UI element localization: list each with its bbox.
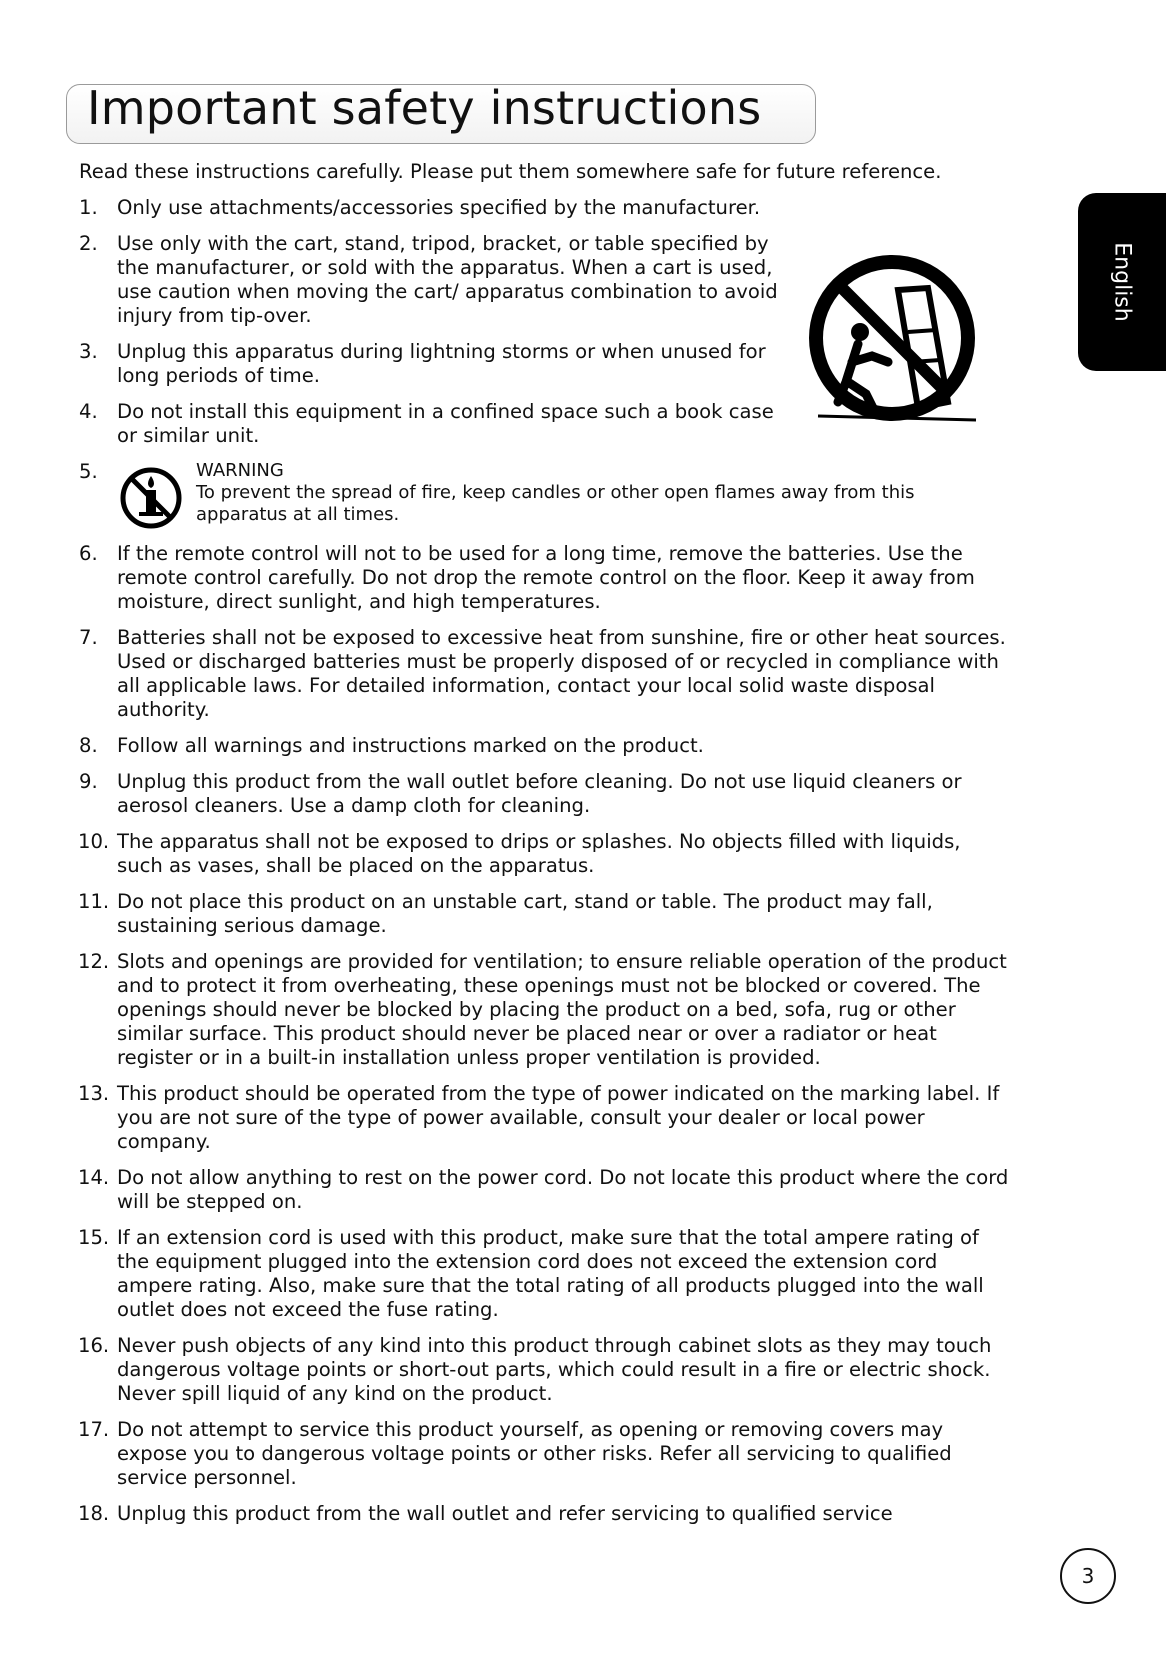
item-text: Unplug this apparatus during lightning storms or when unused for long periods of time. (117, 340, 766, 387)
list-item (79, 232, 1009, 328)
item-number: 15. (78, 1226, 110, 1249)
list-item (79, 770, 1009, 818)
item-number: 3. (79, 340, 98, 363)
item-text: Unplug this product from the wall outlet and refer servicing to qualified service (117, 1502, 893, 1525)
item-text: This product should be operated from the type of power indicated on the marking label. If you are not sure of the type of power available, consult your dealer or local power company. (117, 1082, 1000, 1153)
item-text: Never push objects of any kind into this product through cabinet slots as they may touch dangerous voltage points or short-out parts, which could result in a fire or electric shock. Never spill liquid of any kind on the product. (117, 1334, 992, 1405)
item-text: Do not attempt to service this product yourself, as opening or removing covers may expose you to dangerous voltage points or other risks. Refer all servicing to qualified service personnel. (117, 1418, 952, 1489)
item-text: The apparatus shall not be exposed to drips or splashes. No objects filled with liquids, such as vases, shall be placed on the apparatus. (117, 830, 961, 877)
title-box (66, 81, 816, 144)
intro-text: Read these instructions carefully. Please put them somewhere safe for future reference. (79, 160, 942, 183)
item-text: Slots and openings are provided for ventilation; to ensure reliable operation of the product and to protect it from overheating, these openings must not be blocked or covered. The openings should never be blocked by placing the product on a bed, sofa, rug or other similar surface. This product should never be placed near or over a radiator or heat register or in a built-in installation unless proper ventilation is provided. (117, 950, 1007, 1069)
item-number: 8. (79, 734, 98, 757)
list-item (79, 460, 1009, 530)
list-item (79, 830, 1009, 878)
item-number: 17. (78, 1418, 110, 1441)
list-item (79, 1226, 1009, 1322)
item-number: 18. (78, 1502, 110, 1525)
list-item (79, 542, 1009, 614)
item-number: 11. (78, 890, 110, 913)
item-number: 9. (79, 770, 98, 793)
item-number: 7. (79, 626, 98, 649)
item-text: Follow all warnings and instructions marked on the product. (117, 734, 704, 757)
list-item (79, 626, 1009, 722)
list-item (79, 196, 1009, 220)
item-text: Do not install this equipment in a confined space such a book case or similar unit. (117, 400, 774, 447)
instruction-list (79, 196, 1009, 1538)
item-text: If the remote control will not to be used for a long time, remove the batteries. Use the remote control carefully. Do not drop the remote control on the floor. Keep it away from moisture, direct sunlight, and high temperatures. (117, 542, 975, 613)
list-item (79, 400, 1009, 448)
warning-block (79, 460, 1009, 530)
list-item (79, 1502, 1009, 1526)
list-item (79, 890, 1009, 938)
no-open-flame-icon (119, 466, 183, 530)
item-number: 14. (78, 1166, 110, 1189)
list-item (79, 1166, 1009, 1214)
list-item (79, 1334, 1009, 1406)
item-number: 10. (78, 830, 110, 853)
item-number: 5. (79, 460, 98, 483)
item-number: 16. (78, 1334, 110, 1357)
item-text: Batteries shall not be exposed to excessive heat from sunshine, fire or other heat sources. Used or discharged batteries must be properly disposed of or recycled in compliance with all applicable laws. For detailed information, contact your local solid waste disposal authority. (117, 626, 1006, 721)
item-number: 13. (78, 1082, 110, 1105)
item-number: 6. (79, 542, 98, 565)
item-text: Only use attachments/accessories specified by the manufacturer. (117, 196, 761, 219)
list-item (79, 1418, 1009, 1490)
item-text: If an extension cord is used with this product, make sure that the total ampere rating of the equipment plugged into the extension cord does not exceed the extension cord ampere rating. Also, make sure that the total rating of all products plugged into the wall outlet does not exceed the fuse rating. (117, 1226, 984, 1321)
warning-heading: WARNING (196, 460, 284, 481)
item-text: Unplug this product from the wall outlet before cleaning. Do not use liquid cleaners or aerosol cleaners. Use a damp cloth for cleaning. (117, 770, 962, 817)
page-number: 3 (1060, 1548, 1116, 1604)
item-number: 2. (79, 232, 98, 255)
item-number: 12. (78, 950, 110, 973)
warning-text: To prevent the spread of fire, keep candles or other open flames away from this apparatus at all times. (196, 482, 915, 525)
list-item (79, 950, 1009, 1070)
list-item (79, 1082, 1009, 1154)
language-tab[interactable] (1078, 193, 1166, 371)
page-title: Important safety instructions (87, 81, 762, 135)
list-item (79, 340, 1009, 388)
language-tab-label: English (1109, 242, 1135, 322)
item-number: 1. (79, 196, 98, 219)
item-number: 4. (79, 400, 98, 423)
item-text: Do not allow anything to rest on the power cord. Do not locate this product where the cord will be stepped on. (117, 1166, 1009, 1213)
item-text: Use only with the cart, stand, tripod, bracket, or table specified by the manufacturer, or sold with the apparatus. When a cart is used, use caution when moving the cart/ apparatus combination to avoid injury from tip-over. (117, 232, 778, 327)
item-text: Do not place this product on an unstable cart, stand or table. The product may fall, sustaining serious damage. (117, 890, 933, 937)
list-item (79, 734, 1009, 758)
